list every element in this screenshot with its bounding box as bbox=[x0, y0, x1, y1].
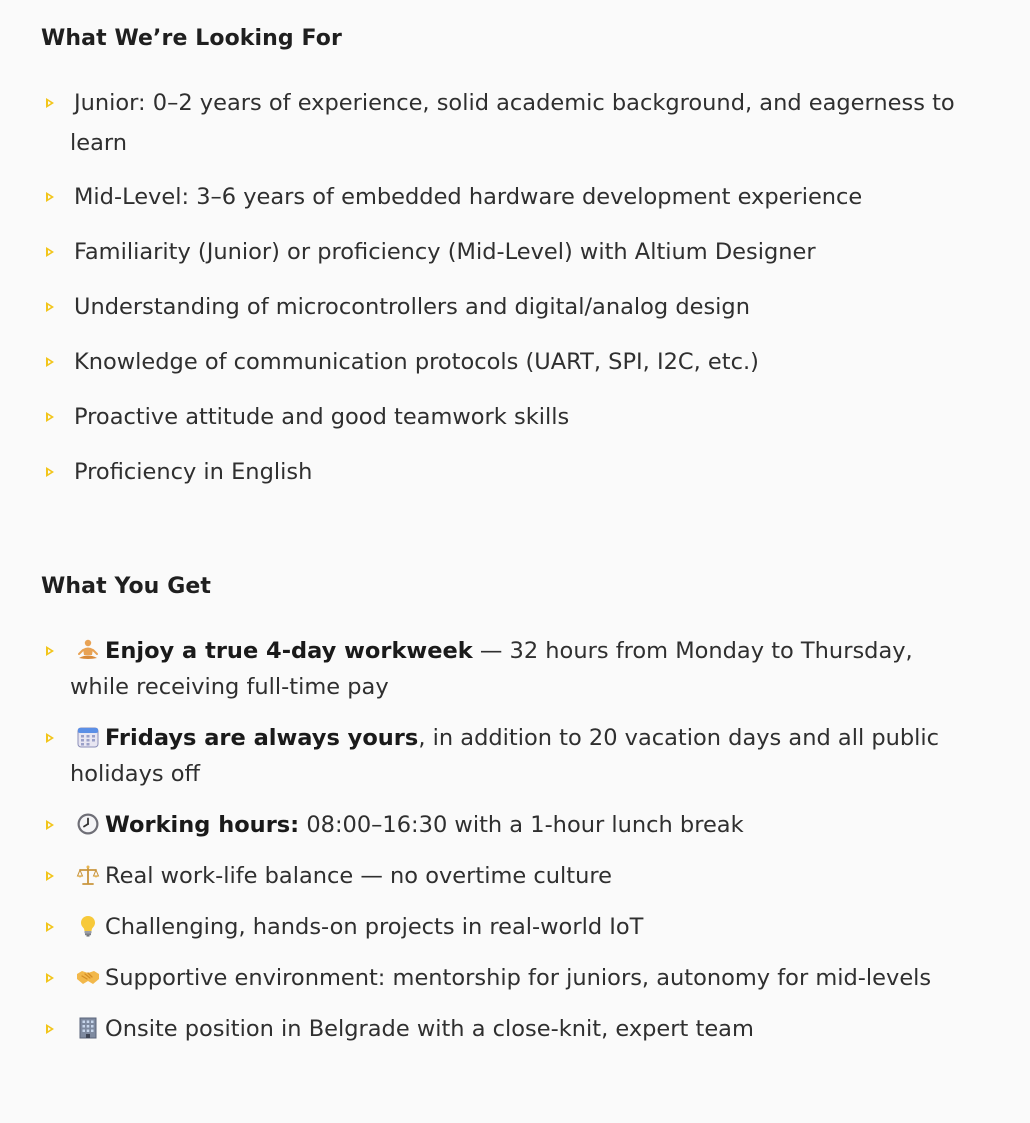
bullet-triangle-icon bbox=[46, 467, 54, 477]
list-item-text: Familiarity (Junior) or proficiency (Mid-Level) with Altium Designer bbox=[74, 239, 816, 265]
list-item-text: Supportive environment: mentorship for juniors, autonomy for mid-levels bbox=[105, 965, 932, 991]
bullet-triangle-icon bbox=[46, 922, 54, 932]
list-item-text: 08:00–16:30 with a 1-hour lunch break bbox=[299, 812, 744, 838]
list-item-text: Mid-Level: 3–6 years of embedded hardware development experience bbox=[74, 184, 863, 210]
list-item bbox=[44, 1011, 974, 1047]
bullet-triangle-icon bbox=[46, 357, 54, 367]
office-building-icon bbox=[76, 1016, 100, 1040]
bullet-triangle-icon bbox=[46, 192, 54, 202]
section-title-you-get: What You Get bbox=[41, 574, 211, 599]
list-item bbox=[44, 720, 974, 792]
list-item bbox=[44, 452, 974, 492]
bullet-triangle-icon bbox=[46, 247, 54, 257]
bullet-triangle-icon bbox=[46, 412, 54, 422]
list-item-text: Real work-life balance — no overtime culture bbox=[105, 863, 612, 889]
bullet-triangle-icon bbox=[46, 733, 54, 743]
list-item bbox=[44, 83, 974, 163]
list-item-bold: Fridays are always yours bbox=[105, 725, 419, 751]
balance-scale-icon bbox=[76, 863, 100, 887]
looking-for-list bbox=[44, 83, 974, 492]
bullet-triangle-icon bbox=[46, 820, 54, 830]
lightbulb-icon bbox=[76, 914, 100, 938]
list-item-text: Onsite position in Belgrade with a close-knit, expert team bbox=[105, 1016, 754, 1042]
bullet-triangle-icon bbox=[46, 98, 54, 108]
calendar-icon bbox=[76, 725, 100, 749]
list-item-bold: Working hours: bbox=[105, 812, 300, 838]
bullet-triangle-icon bbox=[46, 646, 54, 656]
list-item-text: Proficiency in English bbox=[74, 459, 313, 485]
list-item-text: Proactive attitude and good teamwork skills bbox=[74, 404, 570, 430]
you-get-list bbox=[44, 633, 974, 1047]
bullet-triangle-icon bbox=[46, 973, 54, 983]
list-item bbox=[44, 807, 974, 843]
list-item bbox=[44, 342, 974, 382]
list-item bbox=[44, 232, 974, 272]
list-item bbox=[44, 858, 974, 894]
list-item bbox=[44, 633, 974, 705]
bullet-triangle-icon bbox=[46, 302, 54, 312]
bullet-triangle-icon bbox=[46, 1024, 54, 1034]
list-item bbox=[44, 287, 974, 327]
list-item-text: — 32 hours from Monday to Thursday, while receiving full-time pay bbox=[70, 638, 913, 700]
list-item bbox=[44, 960, 974, 996]
list-item-text: Knowledge of communication protocols (UART, SPI, I2C, etc.) bbox=[74, 349, 759, 375]
bullet-triangle-icon bbox=[46, 871, 54, 881]
section-title-looking-for: What We’re Looking For bbox=[41, 26, 342, 51]
clock-icon bbox=[76, 812, 100, 836]
list-item-text: Understanding of microcontrollers and digital/analog design bbox=[74, 294, 750, 320]
person-meditating-icon bbox=[76, 638, 100, 662]
handshake-icon bbox=[76, 965, 100, 989]
list-item bbox=[44, 397, 974, 437]
list-item bbox=[44, 909, 974, 945]
list-item-text: , in addition to 20 vacation days and all public holidays off bbox=[70, 725, 940, 787]
list-item bbox=[44, 177, 974, 217]
list-item-text: Challenging, hands-on projects in real-world IoT bbox=[105, 914, 644, 940]
list-item-text: Junior: 0–2 years of experience, solid academic background, and eagerness to learn bbox=[70, 90, 955, 156]
list-item-bold: Enjoy a true 4-day workweek bbox=[105, 638, 473, 664]
